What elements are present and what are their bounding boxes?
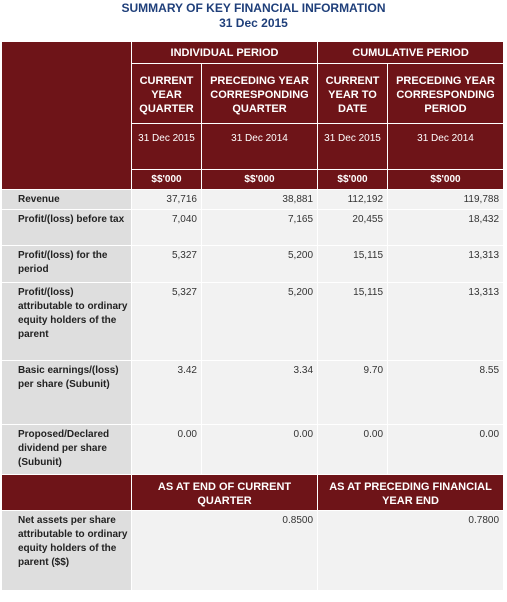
cell-value: 0.00 <box>132 425 202 475</box>
date-col2: 31 Dec 2014 <box>202 124 318 170</box>
row-number <box>6 213 18 227</box>
individual-period-header: INDIVIDUAL PERIOD <box>132 42 318 64</box>
header-corner <box>2 42 132 190</box>
row-label <box>2 190 132 210</box>
unit-col2: $$'000 <box>202 170 318 190</box>
table-row <box>2 361 504 425</box>
col-preceding-year-period: PRECEDING YEAR CORRESPONDING PERIOD <box>388 64 504 124</box>
cell-value: 9.70 <box>318 361 388 425</box>
row-label <box>2 361 132 425</box>
col-current-year-to-date: CURRENT YEAR TO DATE <box>318 64 388 124</box>
cell-value: 15,115 <box>318 246 388 283</box>
row-label-text: Revenue <box>18 194 60 205</box>
row-label <box>2 425 132 475</box>
report-title-line1: SUMMARY OF KEY FINANCIAL INFORMATION <box>121 1 386 15</box>
cell-value: 7,165 <box>202 210 318 246</box>
cell-value: 0.8500 <box>132 511 318 591</box>
cell-value: 0.7800 <box>318 511 504 591</box>
row-number <box>6 428 18 442</box>
as-at-preceding-year-header: AS AT PRECEDING FINANCIAL YEAR END <box>318 475 504 511</box>
row-number <box>6 249 18 263</box>
cell-value: 5,327 <box>132 283 202 361</box>
report-title-date: 31 Dec 2015 <box>219 16 288 30</box>
date-col1: 31 Dec 2015 <box>132 124 202 170</box>
cell-value: 8.55 <box>388 361 504 425</box>
financial-summary-table <box>1 41 504 591</box>
table-row <box>2 246 504 283</box>
date-col3: 31 Dec 2015 <box>318 124 388 170</box>
row-label <box>2 511 132 591</box>
cell-value: 5,200 <box>202 283 318 361</box>
row-label-text: Profit/(loss) for the period <box>18 250 108 275</box>
table-row <box>2 425 504 475</box>
cell-value: 7,040 <box>132 210 202 246</box>
cell-value: 0.00 <box>318 425 388 475</box>
row-label-text: Profit/(loss) attributable to ordinary equity holders of the parent <box>18 287 128 340</box>
cell-value: 18,432 <box>388 210 504 246</box>
date-col4: 31 Dec 2014 <box>388 124 504 170</box>
cell-value: 37,716 <box>132 190 202 210</box>
section2-header-corner <box>2 475 132 511</box>
col-current-year-quarter: CURRENT YEAR QUARTER <box>132 64 202 124</box>
cell-value: 13,313 <box>388 246 504 283</box>
row-label <box>2 283 132 361</box>
row-number <box>6 364 18 378</box>
cumulative-period-header: CUMULATIVE PERIOD <box>318 42 504 64</box>
cell-value: 0.00 <box>388 425 504 475</box>
row-label <box>2 210 132 246</box>
row-number <box>6 286 18 300</box>
cell-value: 3.34 <box>202 361 318 425</box>
cell-value: 3.42 <box>132 361 202 425</box>
cell-value: 13,313 <box>388 283 504 361</box>
table-row <box>2 511 504 591</box>
table-row <box>2 190 504 210</box>
cell-value: 20,455 <box>318 210 388 246</box>
row-number <box>6 193 18 207</box>
col-preceding-year-quarter: PRECEDING YEAR CORRESPONDING QUARTER <box>202 64 318 124</box>
row-label-text: Proposed/Declared dividend per share (Subunit) <box>18 429 110 468</box>
row-number <box>6 514 18 528</box>
cell-value: 0.00 <box>202 425 318 475</box>
table-row <box>2 210 504 246</box>
cell-value: 112,192 <box>318 190 388 210</box>
unit-col1: $$'000 <box>132 170 202 190</box>
cell-value: 5,327 <box>132 246 202 283</box>
row-label-text: Net assets per share attributable to ordinary equity holders of the parent ($$) <box>18 515 128 568</box>
as-at-current-quarter-header: AS AT END OF CURRENT QUARTER <box>132 475 318 511</box>
unit-col4: $$'000 <box>388 170 504 190</box>
cell-value: 5,200 <box>202 246 318 283</box>
table-row <box>2 283 504 361</box>
row-label-text: Basic earnings/(loss) per share (Subunit) <box>18 365 119 390</box>
unit-col3: $$'000 <box>318 170 388 190</box>
report-title <box>0 0 507 31</box>
row-label <box>2 246 132 283</box>
cell-value: 119,788 <box>388 190 504 210</box>
cell-value: 15,115 <box>318 283 388 361</box>
cell-value: 38,881 <box>202 190 318 210</box>
row-label-text: Profit/(loss) before tax <box>18 214 125 225</box>
